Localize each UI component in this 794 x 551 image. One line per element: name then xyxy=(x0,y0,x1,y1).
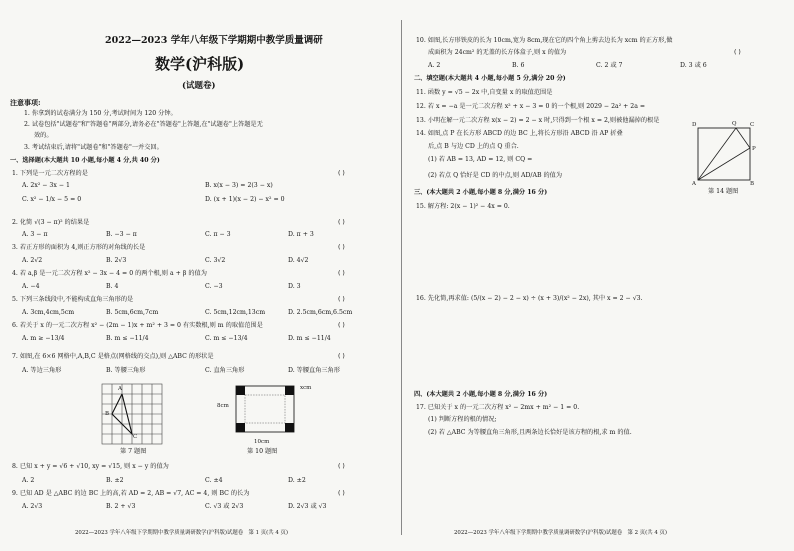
question-16: 16. 先化简,再求值: (5/(x − 2) − 2 − x) ÷ (x + 3)/(x² − 2x), 其中 x = 2 − √3. xyxy=(416,295,643,302)
q6-option-c: C. m ≤ −13/4 xyxy=(205,335,248,342)
q5-option-d: D. 2.5cm,6cm,6.5cm xyxy=(288,309,353,316)
question-13: 13. 小明在解一元二次方程 x(x − 2) = 2 − x 时,只得到一个根 x = 2,则被他漏掉的根是 xyxy=(416,117,660,124)
fig10-caption: 第 10 题图 xyxy=(247,448,278,455)
fig7-label-b: B xyxy=(105,411,110,417)
paper-type: (试题卷) xyxy=(182,81,216,91)
question-8-stem: 8. 已知 x + y = √6 + √10, xy = √15, 则 x − y 的值为 xyxy=(12,463,169,470)
page-footer: 2022—2023 学年八年级下学期期中教学质量调研数学(沪科版)试题卷 第 1 页(共 4 页) xyxy=(75,530,288,536)
fig14-label-c: C xyxy=(750,122,755,128)
question-9-stem: 9. 已知 AD 是 △ABC 的边 BC 上的高,若 AD = 2, AB = √7, AC = 4, 则 BC 的长为 xyxy=(12,490,250,497)
exam-header-title: 2022—2023 学年八年级下学期期中教学质量调研 xyxy=(105,35,323,46)
fig7-caption: 第 7 题图 xyxy=(120,448,147,455)
section-2-heading: 二、填空题(本大题共 4 小题,每小题 5 分,满分 20 分) xyxy=(414,75,566,82)
q5-option-a: A. 3cm,4cm,5cm xyxy=(22,309,75,316)
answer-paren: ( ) xyxy=(338,219,345,226)
question-3-stem: 3. 若正方形的面积为 4,则正方形的对角线的长是 xyxy=(12,244,146,251)
q9-option-d: D. 2√3 或 √3 xyxy=(288,503,327,510)
question-6-stem: 6. 若关于 x 的一元二次方程 x² − (2m − 1)x + m² + 3 = 0 有实数根,则 m 的取值范围是 xyxy=(12,322,263,329)
q6-option-b: B. m ≤ −11/4 xyxy=(106,335,149,342)
section-1-heading: 一、选择题(本大题共 10 小题,每小题 4 分,共 40 分) xyxy=(10,157,160,164)
fig7-label-a: A xyxy=(118,386,122,392)
q1-option-b: B. x(x − 3) = 2(3 − x) xyxy=(205,182,273,189)
fig14-label-b: B xyxy=(750,181,755,187)
notice-2: 2. 试卷包括"试题卷"和"答题卷"两部分,请务必在"答题卷"上答题,在"试题卷"上答题是无 xyxy=(24,121,263,128)
notice-title: 注意事项: xyxy=(10,98,41,107)
q7-option-d: D. 等腰直角三角形 xyxy=(288,367,340,374)
q9-option-a: A. 2√3 xyxy=(22,503,43,510)
q7-option-a: A. 等边三角形 xyxy=(22,367,62,374)
q2-option-c: C. π − 3 xyxy=(205,231,231,238)
q10-option-c: C. 2 或 7 xyxy=(596,62,623,69)
figure-7-grid xyxy=(100,382,164,446)
right-page xyxy=(404,0,794,551)
fig14-label-q: Q xyxy=(732,121,737,127)
question-7-stem: 7. 如图,在 6×6 网格中,A,B,C 是格点(网格线的交点),则 △ABC 的形状是 xyxy=(12,353,214,360)
notice-2-cont: 效的。 xyxy=(34,132,53,139)
q10-option-b: B. 6 xyxy=(512,62,525,69)
question-11: 11. 函数 y = √5 − 2x 中,自变量 x 的取值范围是 xyxy=(416,89,553,96)
fig10-corner-label: xcm xyxy=(300,385,312,391)
question-17-part2: (2) 若 △ABC 为等腰直角三角形,且两条边长恰好是该方程的根,求 m 的值. xyxy=(428,429,632,436)
answer-paren: ( ) xyxy=(734,49,741,56)
q4-option-d: D. 3 xyxy=(288,283,301,290)
fig14-label-d: D xyxy=(692,122,697,128)
q1-option-a: A. 2x² − 3x − 1 xyxy=(22,182,70,189)
q6-option-d: D. m ≤ −11/4 xyxy=(288,335,331,342)
fig10-height-label: 8cm xyxy=(217,403,229,409)
q2-option-d: D. π + 3 xyxy=(288,231,314,238)
q6-option-a: A. m ≥ −13/4 xyxy=(22,335,65,342)
page-footer: 2022—2023 学年八年级下学期期中教学质量调研数学(沪科版)试题卷 第 2 页(共 4 页) xyxy=(454,530,667,536)
answer-paren: ( ) xyxy=(338,170,345,177)
q2-option-b: B. −3 − π xyxy=(106,231,137,238)
question-14-line1: 14. 如图,点 P 在长方形 ABCD 的边 BC 上,将长方形沿 ABCD 沿 AP 折叠 xyxy=(416,130,623,137)
q5-option-c: C. 5cm,12cm,13cm xyxy=(205,309,266,316)
q9-option-b: B. 2 + √3 xyxy=(106,503,136,510)
answer-paren: ( ) xyxy=(338,490,345,497)
subject-title: 数学(沪科版) xyxy=(155,55,245,73)
q1-option-d: D. (x + 1)(x − 2) − x² = 0 xyxy=(205,196,285,203)
q9-option-c: C. √3 或 2√3 xyxy=(205,503,244,510)
answer-paren: ( ) xyxy=(338,296,345,303)
question-15: 15. 解方程: 2(x − 1)² − 4x = 0. xyxy=(416,203,510,210)
q1-option-c: C. x² − 1/x − 5 = 0 xyxy=(22,196,82,203)
question-5-stem: 5. 下列三条线段中,不能构成直角三角形的是 xyxy=(12,296,134,303)
fig14-label-p: P xyxy=(752,146,756,152)
question-17: 17. 已知关于 x 的一元二次方程 x² − 2mx + m² − 1 = 0. xyxy=(416,404,580,411)
q8-option-d: D. ±2 xyxy=(288,477,306,484)
section-4-heading: 四、(本大题共 2 小题,每小题 8 分,满分 16 分) xyxy=(414,391,548,398)
answer-paren: ( ) xyxy=(338,322,345,329)
answer-paren: ( ) xyxy=(338,270,345,277)
q7-option-c: C. 直角三角形 xyxy=(205,367,245,374)
q4-option-a: A. −4 xyxy=(22,283,40,290)
q3-option-c: C. 3√2 xyxy=(205,257,226,264)
page-divider xyxy=(401,20,402,535)
answer-paren: ( ) xyxy=(338,463,345,470)
fig14-label-a: A xyxy=(692,181,696,187)
q10-option-a: A. 2 xyxy=(428,62,441,69)
q2-option-a: A. 3 − π xyxy=(22,231,48,238)
question-10-line2: 成面积为 24cm² 的无盖的长方体盒子,则 x 的值为 xyxy=(428,49,567,56)
q7-option-b: B. 等腰三角形 xyxy=(106,367,146,374)
fig10-width-label: 10cm xyxy=(254,439,270,445)
question-14-line2: 后,点 B 与边 CD 上的点 Q 重合. xyxy=(428,143,519,150)
q8-option-b: B. ±2 xyxy=(106,477,124,484)
question-14-part1: (1) 若 AB = 13, AD = 12, 则 CQ = xyxy=(428,156,533,163)
fig7-label-c: C xyxy=(133,434,138,440)
question-4-stem: 4. 若 a,β 是一元二次方程 x² − 3x − 4 = 0 的两个根,则 a + β 的值为 xyxy=(12,270,207,277)
figure-10-sheet xyxy=(232,382,302,438)
figure-14-rectangle xyxy=(692,122,760,186)
q4-option-c: C. −3 xyxy=(205,283,223,290)
notice-1: 1. 你拿到的试卷满分为 150 分,考试时间为 120 分钟。 xyxy=(24,110,177,117)
q4-option-b: B. 4 xyxy=(106,283,119,290)
q8-option-c: C. ±4 xyxy=(205,477,223,484)
question-10-line1: 10. 如图,长方形铁皮的长为 10cm,宽为 8cm,现在它的四个角上剪去边长为 xcm 的正方形,做 xyxy=(416,37,673,44)
section-3-heading: 三、(本大题共 2 小题,每小题 8 分,满分 16 分) xyxy=(414,189,548,196)
question-1-stem: 1. 下列是一元二次方程的是 xyxy=(12,170,88,177)
notice-3: 3. 考试结束后,请将"试题卷"和"答题卷"一并交回。 xyxy=(24,144,163,151)
q10-option-d: D. 3 或 6 xyxy=(680,62,707,69)
q3-option-b: B. 2√3 xyxy=(106,257,127,264)
q3-option-a: A. 2√2 xyxy=(22,257,43,264)
answer-paren: ( ) xyxy=(338,353,345,360)
q5-option-b: B. 5cm,6cm,7cm xyxy=(106,309,159,316)
question-2-stem: 2. 化简 √(3 − π)² 的结果是 xyxy=(12,219,90,226)
answer-paren: ( ) xyxy=(338,244,345,251)
q3-option-d: D. 4√2 xyxy=(288,257,309,264)
q8-option-a: A. 2 xyxy=(22,477,35,484)
question-14-part2: (2) 若点 Q 恰好是 CD 的中点,则 AD/AB 的值为 xyxy=(428,172,563,179)
fig14-caption: 第 14 题图 xyxy=(708,188,739,195)
question-17-part1: (1) 判断方程的根的情况; xyxy=(428,416,497,423)
question-12: 12. 若 x = −a 是一元二次方程 x² + x − 3 = 0 的一个根,则 2029 − 2a² + 2a = xyxy=(416,103,646,110)
